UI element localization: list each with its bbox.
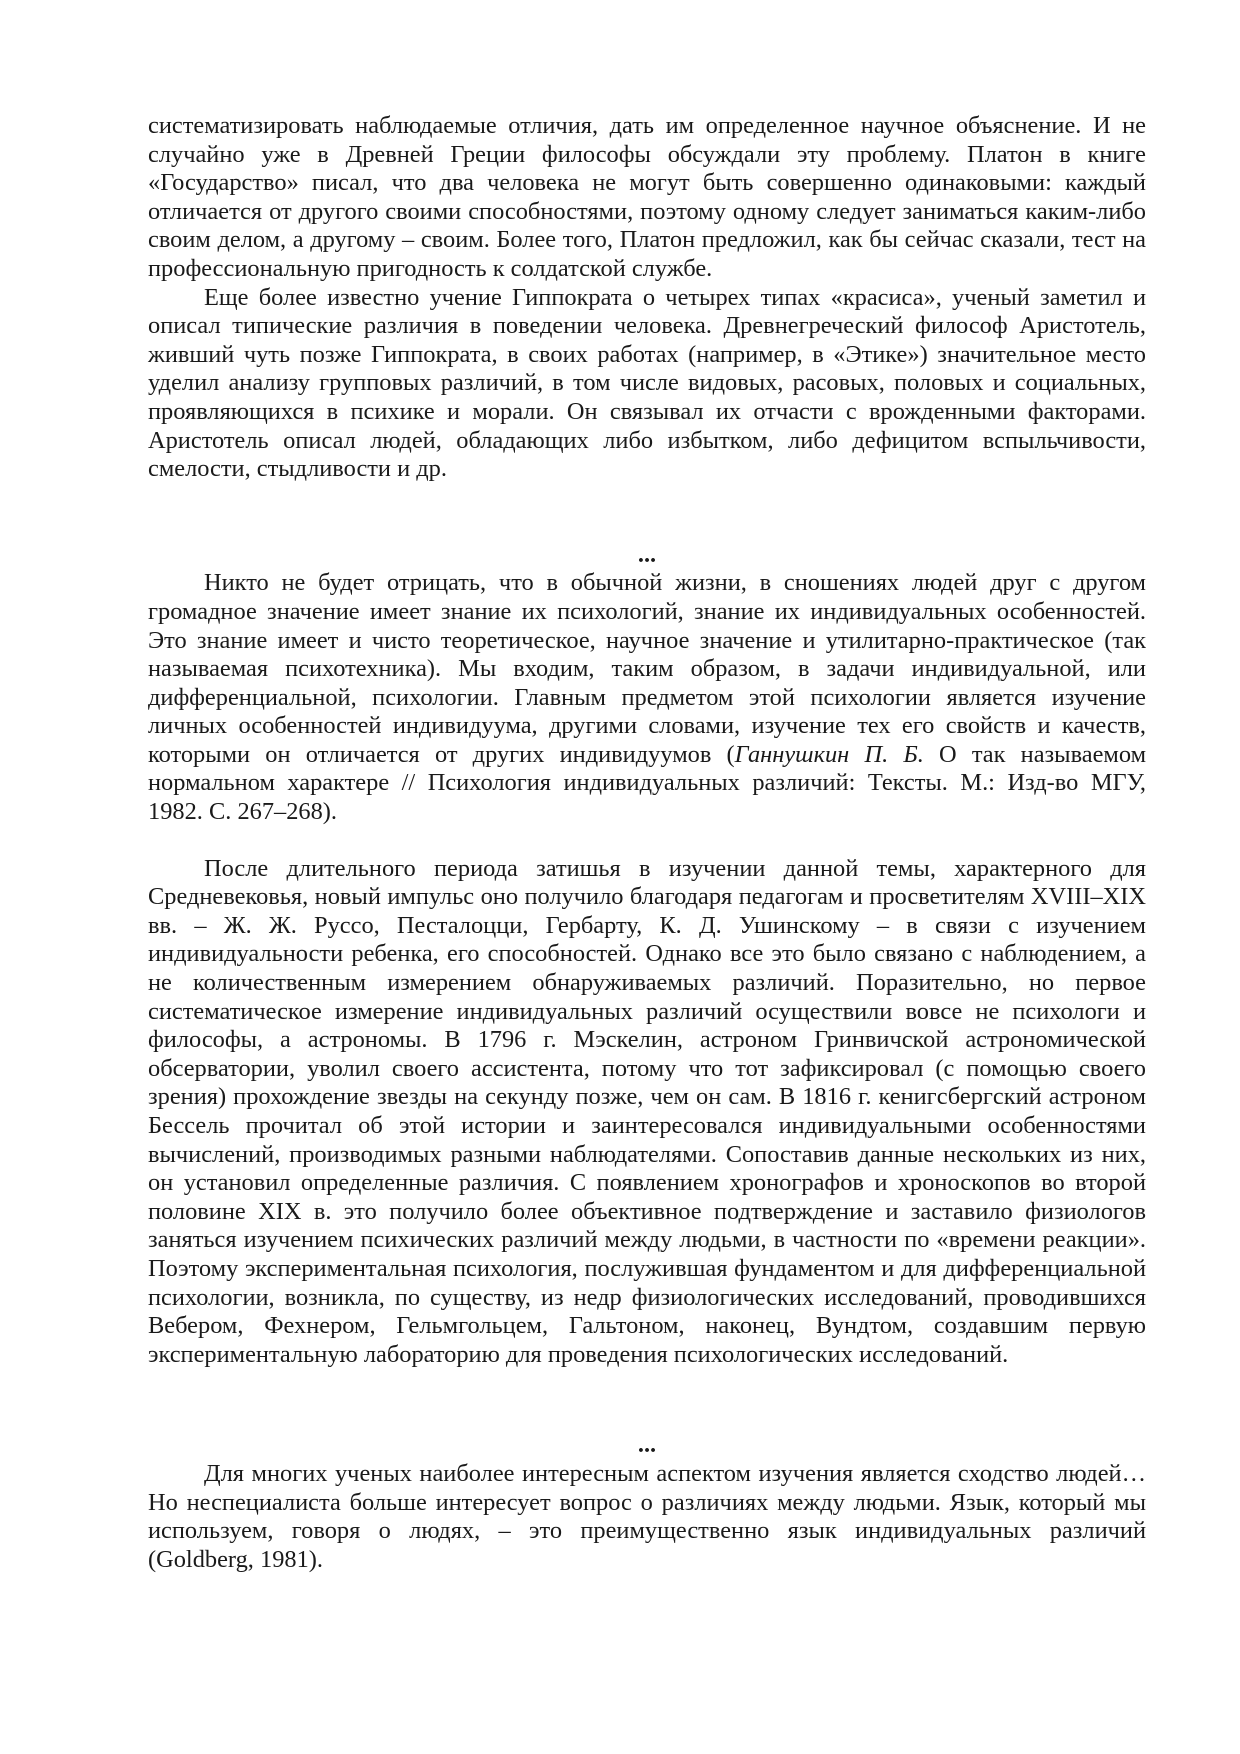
section-separator: ... (637, 540, 657, 568)
quote-text: Никто не будет отрицать, что в обычной жизни, в сношениях людей друг с другом громадное значение имеет знание их психологий, знание их индивидуальных особенностей. Это знание имеет и чисто теоретическое, научное значение и утилитарно-практическое (так называемая психотехника). Мы входим, таким образом, в задачи индивидуальной, или дифференциальной, психологии. Главным предметом этой психологии является изучение личных особенностей индивидуума, другими словами, изучение тех его свойств и качеств, которыми он отличается от других индивидуумов ( (148, 569, 1146, 768)
text-column (148, 112, 1146, 1574)
paragraph-gannushkin-quote (148, 569, 1146, 826)
spacer (148, 484, 1146, 541)
paragraph-plato: систематизировать наблюдаемые отличия, дать им определенное научное объяснение. И не случайно уже в Древней Греции философы обсуждали эту проблему. Платон в книге «Государство» писал, что два человека не могут быть совершенно одинаковыми: каждый отличается от другого своими способностями, поэтому одному следует заниматься каким-либо своим делом, а другому – своим. Более того, Платон предложил, как бы сейчас сказали, тест на профессиональную пригодность к солдатской службе. (148, 112, 1146, 282)
quote-citation: О так называемом нормальном характере // Психология индивидуальных различий: Тексты. М.: Изд-во МГУ, 1982. С. 267–268). (148, 740, 1147, 826)
paragraph-goldberg-quote: Для многих ученых наиболее интересным аспектом изучения является сходство людей… Но неспециалиста больше интересует вопрос о различиях между людьми. Язык, который мы используем, говоря о людях, – это преимущественно язык индивидуальных различий (Goldberg, 1981). (148, 1459, 1146, 1573)
paragraph-history-measurement: После длительного периода затишья в изучении данной темы, характерного для Средневековья, новый импульс оно получило благодаря педагогам и просветителям XVIII–XIX вв. – Ж. Ж. Руссо, Песталоцци, Гербарту, К. Д. Ушинскому – в связи с изучением индивидуальности ребенка, его способностей. Однако все это было связано с наблюдением, а не количественным измерением обнаруживаемых различий. Поразительно, но первое систематическое измерение индивидуальных различий осуществили вовсе не психологи и философы, а астрономы. В 1796 г. Мэскелин, астроном Гринвичской астрономической обсерватории, уволил своего ассистента, потому что тот зафиксировал (с помощью своего зрения) прохождение звезды на секунду позже, чем он сам. В 1816 г. кенигсбергский астроном Бессель прочитал об этой истории и заинтересовался индивидуальными особенностями вычислений, производимых разными наблюдателями. Сопоставив данные нескольких из них, он установил определенные различия. С появлением хронографов и хроноскопов во второй половине XIX в. это получило более объективное подтверждение и заставило физиологов заняться изучением психических различий между людьми, в частности по «времени реакции». Поэтому экспериментальная психология, послужившая фундаментом и для дифференциальной психологии, возникла, по существу, из недр физиологических исследований, проводившихся Вебером, Фехнером, Гельмгольцем, Гальтоном, наконец, Вундтом, создавшим первую экспериментальную лабораторию для проведения психологических исследований. (148, 854, 1146, 1368)
quote-author: Ганнушкин П. Б. (734, 740, 924, 768)
spacer (148, 827, 1146, 855)
spacer (148, 1369, 1146, 1431)
paragraph-hippocrates-aristotle: Еще более известно учение Гиппократа о четырех типах «красиса», ученый заметил и описал типические различия в поведении человека. Древнегреческий философ Аристотель, живший чуть позже Гиппократа, в своих работах (например, в «Этике») значительное место уделил анализу групповых различий, в том числе видовых, расовых, половых и социальных, проявляющихся в психике и морали. Он связывал их отчасти с врожденными факторами. Аристотель описал людей, обладающих либо избытком, либо дефицитом вспыльчивости, смелости, стыдливости и др. (148, 283, 1146, 483)
section-separator: ... (637, 1431, 657, 1459)
